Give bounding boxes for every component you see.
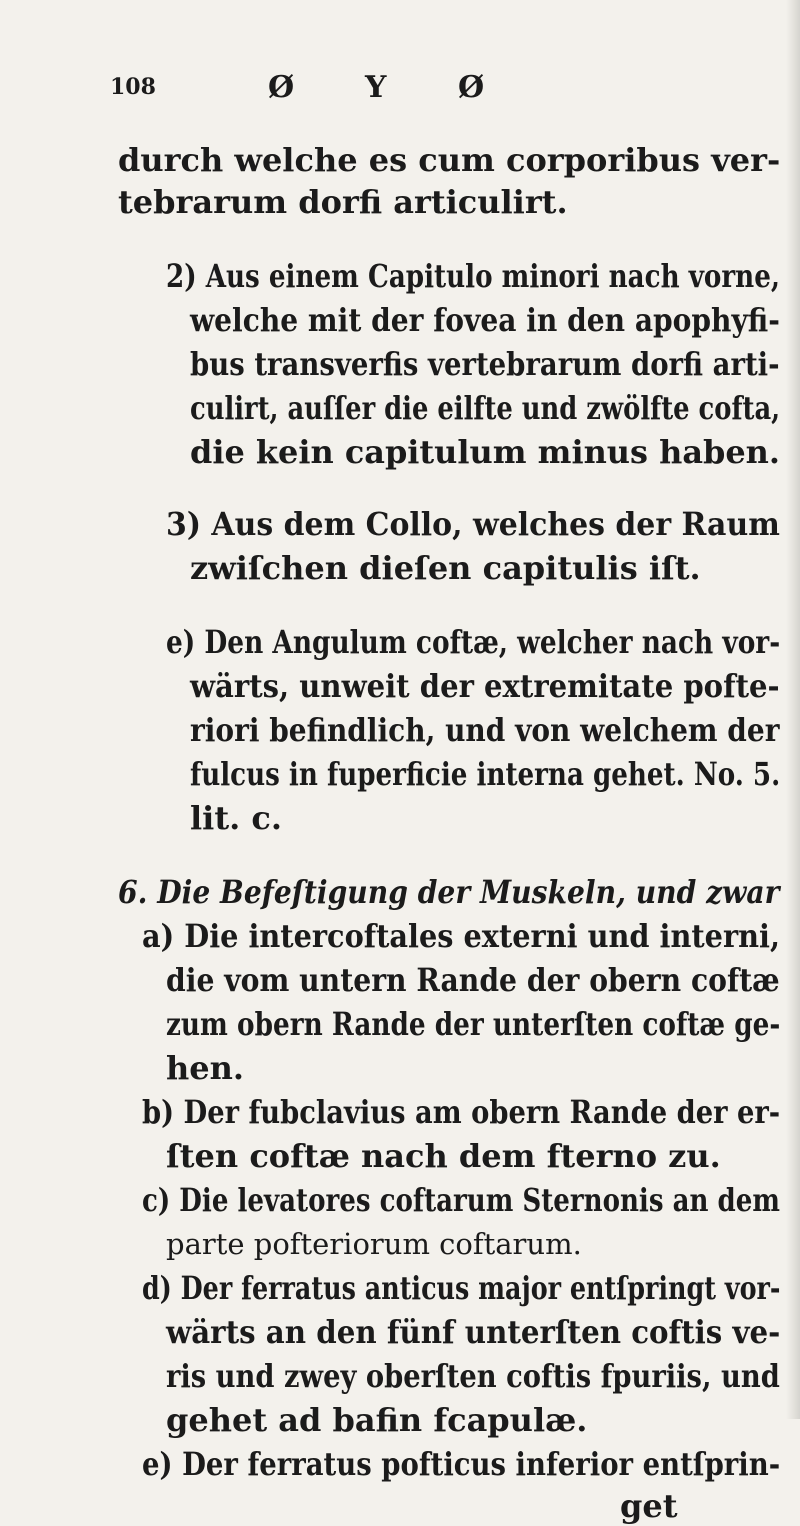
text-line: culirt, auſſer die eilfte und zwölfte cofta, (190, 389, 781, 427)
section-heading: 6. Die Befeſtigung der Muskeln, und zwar (118, 873, 780, 911)
text-line: wärts an den fünf unterſten coftis ve- (166, 1313, 781, 1351)
text-line: durch welche es cum corporibus ver- (118, 141, 781, 179)
text-line: tebrarum dorfi articulirt. (118, 183, 568, 221)
text-line: c) Die levatores coftarum Sternonis an dem (142, 1181, 780, 1219)
signature-mark: Ø (268, 70, 295, 105)
text-line: a) Die intercoftales externi und interni, (142, 917, 780, 955)
text-line: zum obern Rande der unterſten coftæ ge- (166, 1005, 781, 1043)
text-line: riori befindlich, und von welchem der (190, 711, 780, 749)
text-line: hen. (166, 1049, 245, 1087)
text-line: die kein capitulum minus haben. (190, 433, 781, 471)
text-line: get (620, 1487, 678, 1525)
text-line: gehet ad bafin fcapulæ. (166, 1401, 588, 1439)
signature-mark: Ø (458, 70, 485, 105)
text-line: zwiſchen dieſen capitulis iſt. (190, 549, 701, 587)
text-line: e) Den Angulum coftæ, welcher nach vor- (166, 623, 781, 661)
text-line: lit. c. (190, 799, 282, 837)
text-line: 3) Aus dem Collo, welches der Raum (166, 505, 780, 543)
text-line: 2) Aus einem Capitulo minori nach vorne, (166, 257, 780, 295)
page-header (0, 70, 800, 110)
text-line: welche mit der fovea in den apophyfi- (190, 301, 780, 339)
text-line: parte pofteriorum coftarum. (166, 1227, 582, 1261)
text-line: bus transverfis vertebrarum dorfi arti- (190, 345, 780, 383)
text-line: ris und zwey oberſten coftis fpuriis, und (166, 1357, 780, 1395)
text-line: wärts, unweit der extremitate pofte- (190, 667, 780, 705)
text-line: die vom untern Rande der obern coftæ (166, 961, 780, 999)
signature-mark: Y (365, 70, 387, 105)
page-edge-shadow (786, 0, 800, 1419)
text-line: e) Der ferratus pofticus inferior entſprin- (142, 1445, 781, 1483)
page-number: 108 (110, 74, 156, 100)
text-line: b) Der fubclavius am obern Rande der er- (142, 1093, 781, 1131)
text-line: fulcus in fuperficie interna gehet. No. 5. (190, 755, 781, 793)
text-line: d) Der ferratus anticus major entſpringt vor- (142, 1269, 781, 1307)
text-line: ſten coftæ nach dem fterno zu. (166, 1137, 721, 1175)
